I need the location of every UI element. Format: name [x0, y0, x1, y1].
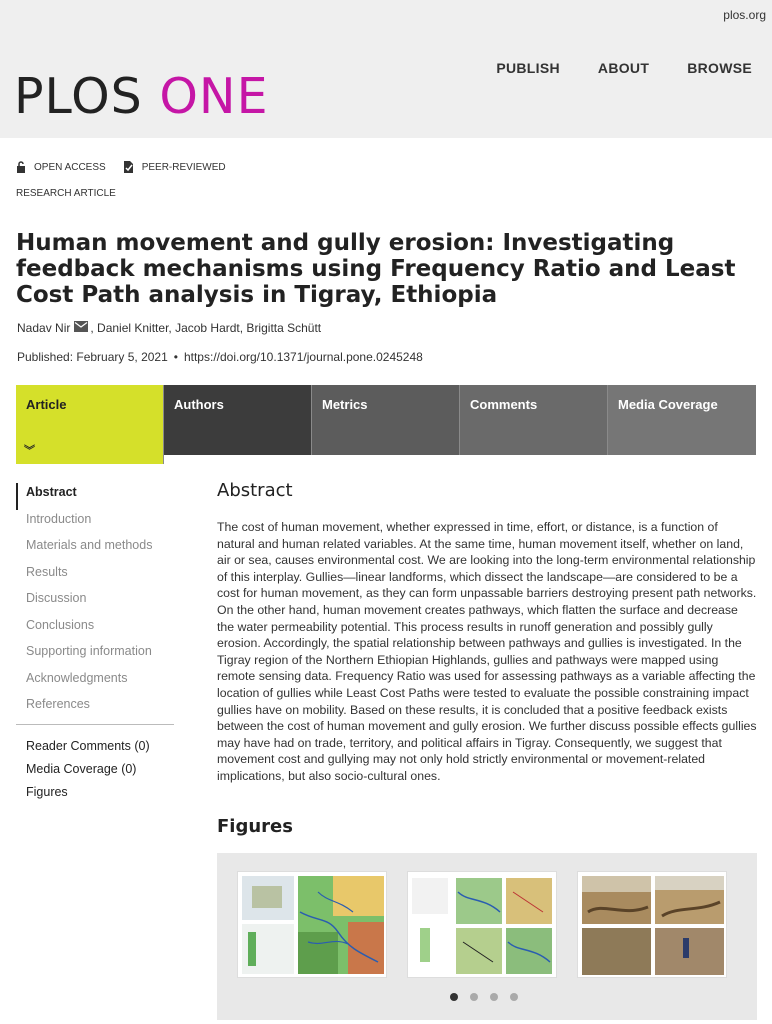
- abstract-text: The cost of human movement, whether expressed in time, effort, or distance, is a function of natural and human related variables. At the same time, human movement itself, whether on land, air or sea, causes environmental cost. We are looking into the long-term environmental relationship of this interplay. Gullies—linear landforms, which dissect the landscape—are considered to be a cost for human movement, as they can form unpassable barriers destroying present path networks. On the other hand, human movement creates pathways, which flatten the surface and decrease the water permeability potential. This process results in runoff generation and possibly gully erosion. Accordingly, the spatial relationship between pathways and gullies is investigated. In the Tigray region of the Northern Ethiopian Highlands, gullies and pathways were mapped using remote sensing data. Frequency Ratio was used for assessing pathways as a variable affecting the location of gullies while Least Cost Paths were tested to evaluate the possible constraining impact gullies have on mobility. Based on these results, it is concluded that a positive feedback exists between the cost of human movement and gully erosion. We further discuss possible effects gullies may have had on trade, territory, and political affairs in Tigray. Consequently, we suggest that movement cost and gullying may not only hold strictly environmental or movement-related implications, but also socio-cultural ones.: [217, 520, 757, 783]
- tab-media-coverage[interactable]: [608, 385, 756, 455]
- photo-figure-image: [578, 872, 727, 978]
- nav-conclusions[interactable]: Conclusions: [26, 617, 95, 632]
- open-access-label: OPEN ACCESS: [34, 161, 106, 173]
- tab-authors[interactable]: [164, 385, 312, 455]
- tab-metrics[interactable]: [312, 385, 460, 455]
- figures-heading: Figures: [217, 816, 293, 837]
- carousel-dot-4[interactable]: [510, 993, 518, 1001]
- article-title: Human movement and gully erosion: Investigating feedback mechanisms using Frequency Ratio and Least Cost Path analysis in Tigray, Ethiopia: [16, 230, 736, 308]
- tab-article[interactable]: [16, 385, 164, 464]
- nav-introduction[interactable]: Introduction: [26, 511, 92, 526]
- carousel-dot-2[interactable]: [470, 993, 478, 1001]
- peer-reviewed-icon: [122, 160, 134, 174]
- peer-reviewed-label: PEER-REVIEWED: [141, 161, 226, 173]
- site-header: [0, 0, 772, 138]
- top-nav: [496, 60, 752, 76]
- open-access-badge: [16, 161, 106, 173]
- abstract-heading: Abstract: [217, 480, 293, 501]
- figure-thumbnail-3[interactable]: [577, 871, 727, 978]
- nav-publish[interactable]: PUBLISH: [496, 60, 560, 76]
- tab-authors-label: Authors: [174, 397, 224, 412]
- tab-article-label: Article: [26, 397, 67, 412]
- nav-acknowledgments[interactable]: Acknowledgments: [26, 670, 128, 685]
- publication-info: [17, 350, 423, 364]
- plos-org-link[interactable]: plos.org: [723, 8, 766, 22]
- nav-about[interactable]: ABOUT: [597, 60, 650, 76]
- doi-link[interactable]: https://doi.org/10.1371/journal.pone.0245248: [183, 350, 423, 364]
- nav-discussion[interactable]: Discussion: [26, 591, 87, 605]
- article-tabs: [16, 385, 756, 464]
- carousel-dot-3[interactable]: [490, 993, 498, 1001]
- nav-reader-comments[interactable]: Reader Comments (0): [26, 738, 150, 753]
- figures-carousel: [217, 853, 757, 1020]
- logo-plos: PLOS: [14, 68, 143, 125]
- nav-supporting-information[interactable]: Supporting information: [26, 644, 152, 658]
- separator-dot: •: [173, 350, 178, 364]
- carousel-dot-1[interactable]: [450, 993, 458, 1001]
- nav-divider: [16, 724, 174, 725]
- nav-figures[interactable]: Figures: [26, 784, 68, 799]
- plos-one-logo[interactable]: [14, 68, 269, 125]
- author-others[interactable]: , Daniel Knitter, Jacob Hardt, Brigitta Schütt: [90, 321, 322, 335]
- nav-abstract[interactable]: Abstract: [16, 483, 174, 510]
- tab-media-coverage-label: Media Coverage: [618, 397, 718, 412]
- figure-thumbnail-2[interactable]: [407, 871, 557, 978]
- nav-browse[interactable]: BROWSE: [687, 60, 752, 76]
- article-type: RESEARCH ARTICLE: [16, 188, 116, 199]
- nav-results[interactable]: Results: [26, 564, 68, 579]
- map-figure-image: [238, 872, 387, 978]
- published-date: Published: February 5, 2021: [17, 350, 168, 364]
- author-first[interactable]: Nadav Nir: [17, 321, 71, 335]
- open-lock-icon: [16, 161, 26, 173]
- article-body: [217, 480, 757, 785]
- peer-reviewed-badge: [122, 160, 226, 174]
- tab-comments-label: Comments: [470, 397, 538, 412]
- tab-comments[interactable]: [460, 385, 608, 455]
- email-icon[interactable]: [74, 321, 88, 335]
- chevron-double-down-icon: ︾: [24, 445, 35, 457]
- figure-thumbnail-1[interactable]: [237, 871, 387, 978]
- nav-references[interactable]: References: [26, 697, 90, 711]
- section-nav: [16, 483, 174, 806]
- article-badges: [16, 160, 242, 174]
- carousel-pagination: [450, 993, 518, 1001]
- logo-one: ONE: [159, 68, 269, 125]
- nav-media-coverage[interactable]: Media Coverage (0): [26, 761, 137, 776]
- tab-metrics-label: Metrics: [322, 397, 368, 412]
- panel-maps-figure-image: [408, 872, 557, 978]
- author-list: [17, 321, 321, 335]
- nav-materials-methods[interactable]: Materials and methods: [26, 538, 153, 552]
